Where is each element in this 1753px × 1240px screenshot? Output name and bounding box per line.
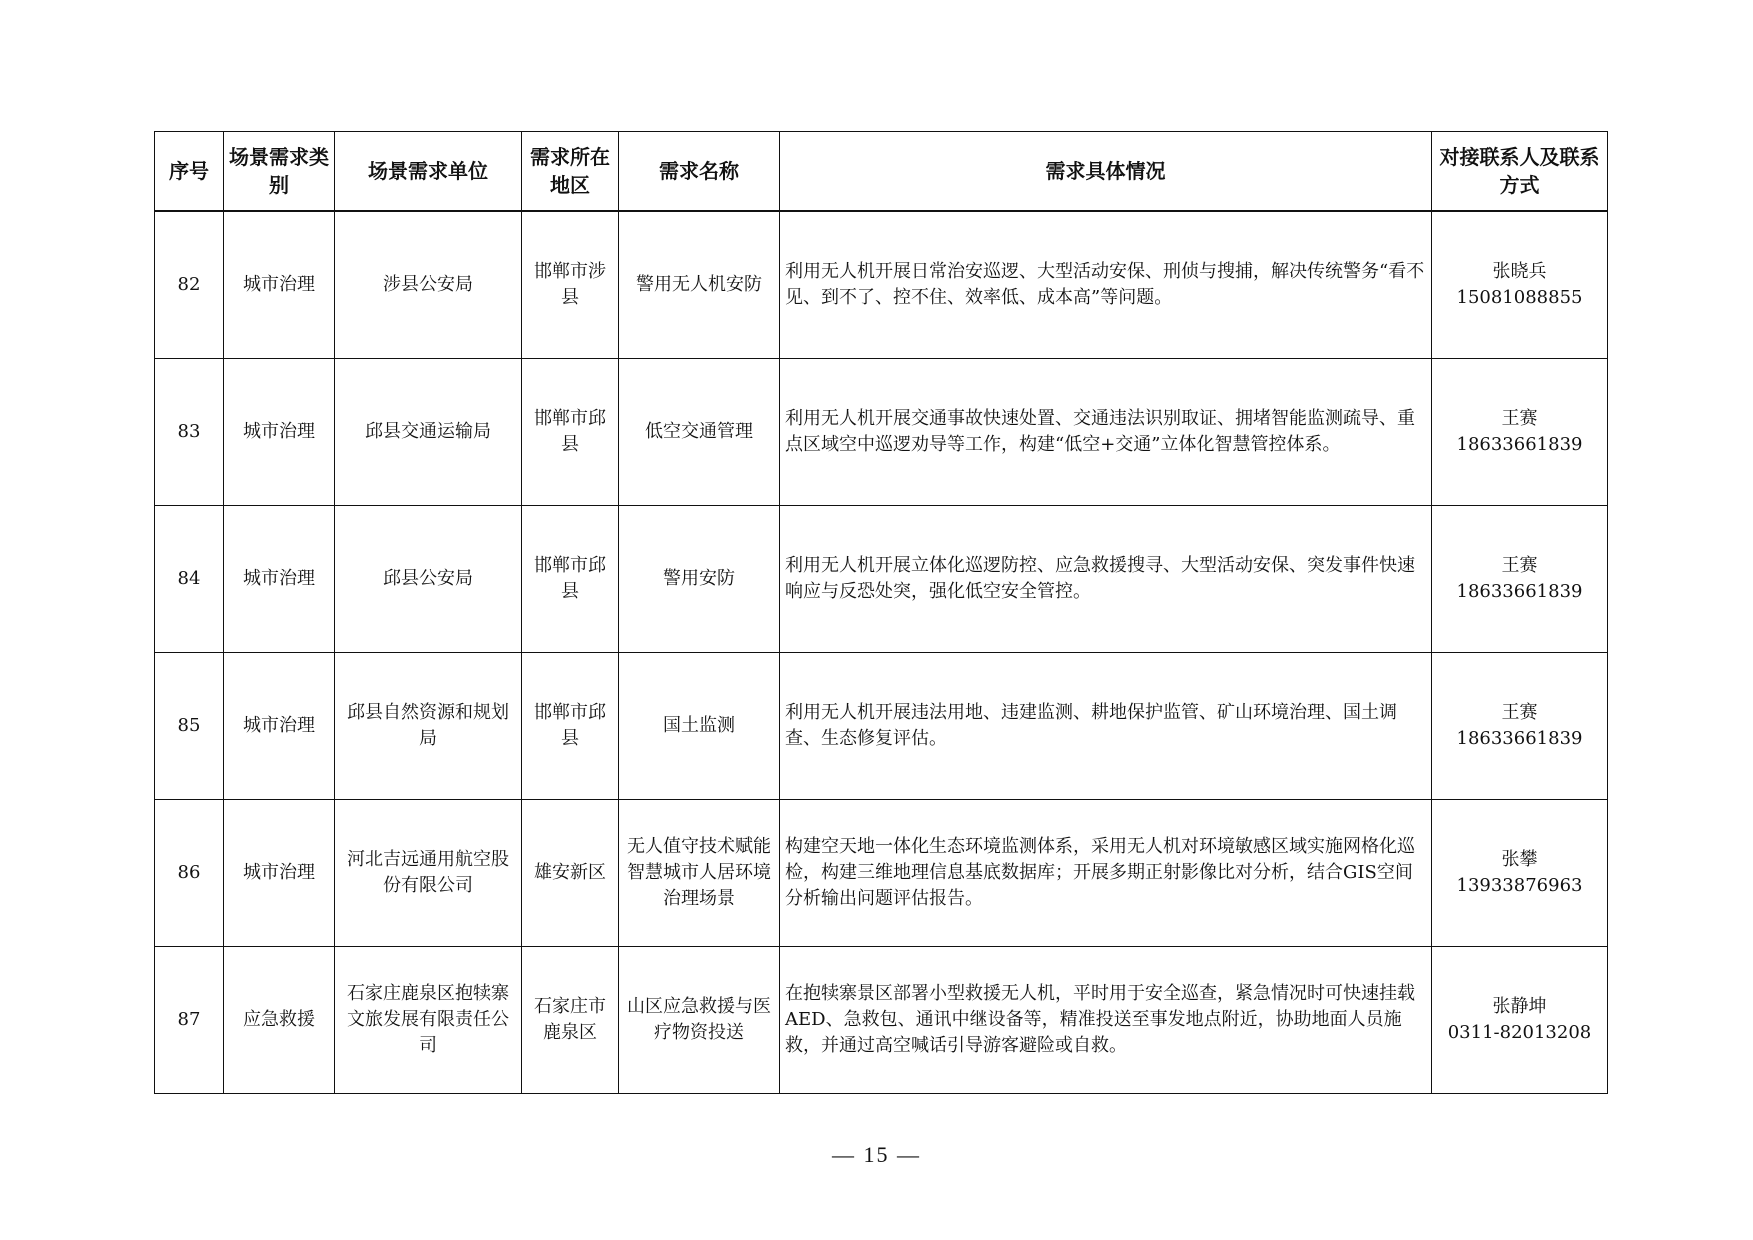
row-category: 城市治理 [224, 506, 335, 653]
row-category: 应急救援 [224, 947, 335, 1094]
table-header-row [155, 132, 1608, 212]
row-category: 城市治理 [224, 359, 335, 506]
header-location: 需求所在地区 [522, 132, 619, 212]
contact-phone: 15081088855 [1456, 287, 1583, 308]
row-location: 石家庄市鹿泉区 [522, 947, 619, 1094]
row-unit: 涉县公安局 [335, 211, 522, 359]
row-location: 邯郸市邱县 [522, 653, 619, 800]
table-row [155, 653, 1608, 800]
row-unit: 邱县公安局 [335, 506, 522, 653]
row-location: 邯郸市涉县 [522, 211, 619, 359]
row-contact [1432, 653, 1608, 800]
row-name: 警用安防 [619, 506, 780, 653]
row-index: 85 [155, 653, 224, 800]
header-name: 需求名称 [619, 132, 780, 212]
row-location: 邯郸市邱县 [522, 359, 619, 506]
row-contact [1432, 359, 1608, 506]
row-name: 低空交通管理 [619, 359, 780, 506]
contact-name: 王赛 [1501, 702, 1538, 723]
row-name: 警用无人机安防 [619, 211, 780, 359]
row-category: 城市治理 [224, 211, 335, 359]
contact-phone: 0311-82013208 [1447, 1022, 1592, 1043]
header-index: 序号 [155, 132, 224, 212]
row-detail: 构建空天地一体化生态环境监测体系，采用无人机对环境敏感区域实施网格化巡检，构建三维地理信息基底数据库；开展多期正射影像比对分析，结合GIS空间分析输出问题评估报告。 [780, 800, 1432, 947]
row-detail: 利用无人机开展立体化巡逻防控、应急救援搜寻、大型活动安保、突发事件快速响应与反恐处突，强化低空安全管控。 [780, 506, 1432, 653]
row-detail: 利用无人机开展交通事故快速处置、交通违法识别取证、拥堵智能监测疏导、重点区域空中巡逻劝导等工作，构建“低空+交通”立体化智慧管控体系。 [780, 359, 1432, 506]
row-unit: 石家庄鹿泉区抱犊寨文旅发展有限责任公司 [335, 947, 522, 1094]
header-contact: 对接联系人及联系方式 [1432, 132, 1608, 212]
row-index: 82 [155, 211, 224, 359]
contact-phone: 18633661839 [1456, 728, 1583, 749]
contact-phone: 18633661839 [1456, 434, 1583, 455]
table-row [155, 947, 1608, 1094]
header-detail: 需求具体情况 [780, 132, 1432, 212]
row-contact [1432, 506, 1608, 653]
contact-name: 王赛 [1501, 555, 1538, 576]
table-row [155, 800, 1608, 947]
row-index: 84 [155, 506, 224, 653]
contact-phone: 13933876963 [1456, 875, 1583, 896]
row-category: 城市治理 [224, 653, 335, 800]
row-detail: 利用无人机开展日常治安巡逻、大型活动安保、刑侦与搜捕，解决传统警务“看不见、到不了、控不住、效率低、成本高”等问题。 [780, 211, 1432, 359]
row-contact [1432, 211, 1608, 359]
contact-name: 张静坤 [1492, 996, 1547, 1017]
row-name: 无人值守技术赋能智慧城市人居环境治理场景 [619, 800, 780, 947]
row-detail: 利用无人机开展违法用地、违建监测、耕地保护监管、矿山环境治理、国土调查、生态修复评估。 [780, 653, 1432, 800]
row-index: 87 [155, 947, 224, 1094]
row-location: 雄安新区 [522, 800, 619, 947]
row-unit: 河北吉远通用航空股份有限公司 [335, 800, 522, 947]
table-row [155, 211, 1608, 359]
row-index: 83 [155, 359, 224, 506]
demand-table [154, 131, 1608, 1094]
contact-phone: 18633661839 [1456, 581, 1583, 602]
row-contact [1432, 800, 1608, 947]
contact-name: 张晓兵 [1492, 261, 1547, 282]
row-detail: 在抱犊寨景区部署小型救援无人机，平时用于安全巡查，紧急情况时可快速挂载AED、急救包、通讯中继设备等，精准投送至事发地点附近，协助地面人员施救，并通过高空喊话引导游客避险或自救。 [780, 947, 1432, 1094]
row-unit: 邱县交通运输局 [335, 359, 522, 506]
row-name: 山区应急救援与医疗物资投送 [619, 947, 780, 1094]
table-row [155, 506, 1608, 653]
header-unit: 场景需求单位 [335, 132, 522, 212]
row-unit: 邱县自然资源和规划局 [335, 653, 522, 800]
row-location: 邯郸市邱县 [522, 506, 619, 653]
row-contact [1432, 947, 1608, 1094]
contact-name: 王赛 [1501, 408, 1538, 429]
row-name: 国土监测 [619, 653, 780, 800]
page-number: — 15 — [832, 1142, 921, 1167]
contact-name: 张攀 [1501, 849, 1538, 870]
row-category: 城市治理 [224, 800, 335, 947]
header-category: 场景需求类别 [224, 132, 335, 212]
row-index: 86 [155, 800, 224, 947]
table-row [155, 359, 1608, 506]
